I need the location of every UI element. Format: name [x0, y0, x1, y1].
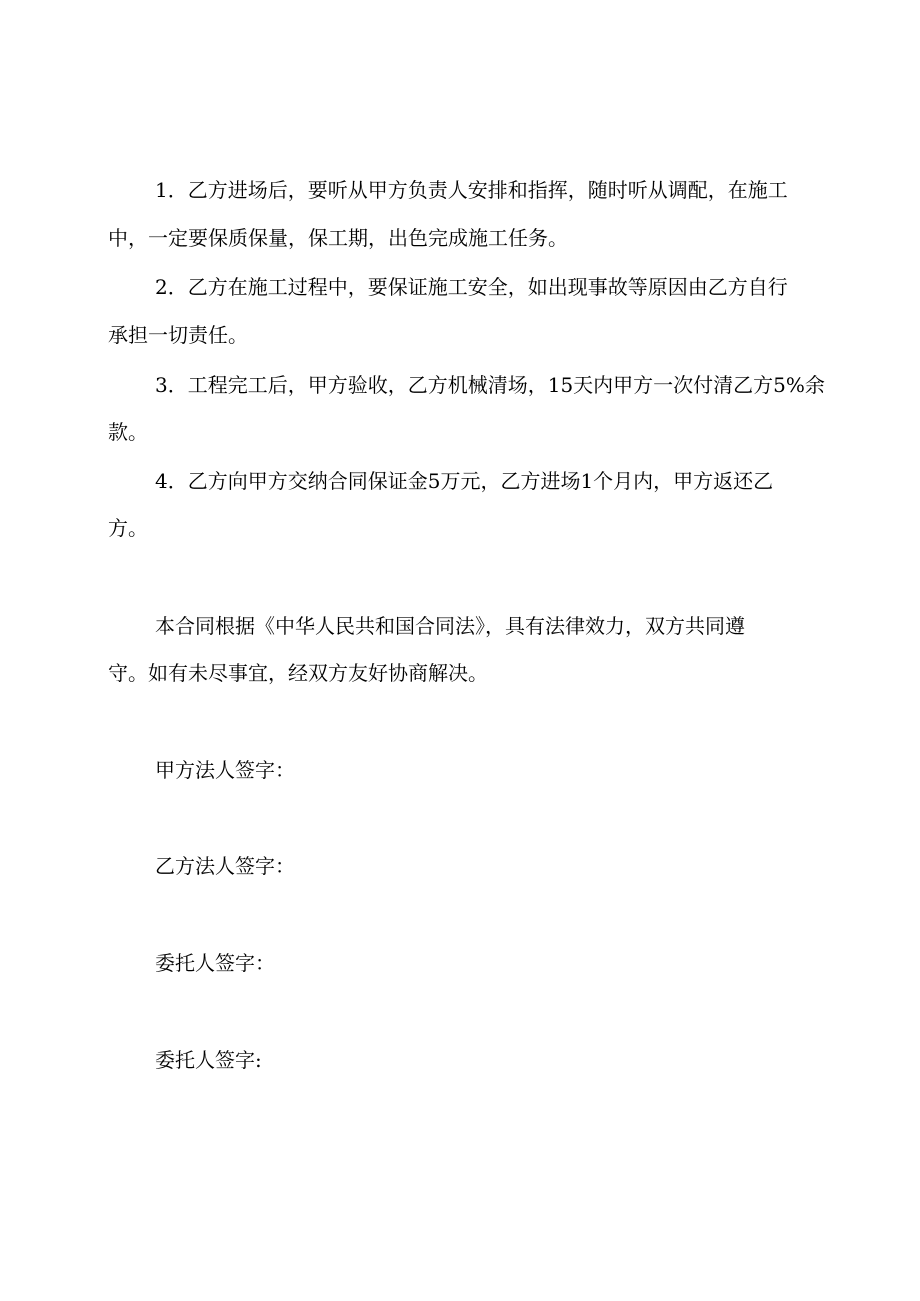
clause-2-line-1: 2．乙方在施工过程中，要保证施工安全，如出现事故等原因由乙方自行: [155, 275, 788, 299]
clause-3-line-1: 3．工程完工后，甲方验收，乙方机械清场，15天内甲方一次付清乙方5%余: [155, 373, 825, 397]
clause-4-line-1: 4．乙方向甲方交纳合同保证金5万元，乙方进场1个月内，甲方返还乙: [155, 469, 774, 493]
statement-line-1: 本合同根据《中华人民共和国合同法》，具有法律效力，双方共同遵: [155, 614, 745, 638]
signature-party-a: 甲方法人签字：: [155, 758, 295, 782]
clause-2-line-2: 承担一切责任。: [108, 323, 248, 347]
signature-party-b: 乙方法人签字：: [155, 854, 295, 878]
statement-line-2: 守。如有未尽事宜，经双方友好协商解决。: [108, 661, 488, 685]
signature-agent-1: 委托人签字：: [155, 951, 275, 975]
signature-agent-2: 委托人签字:: [155, 1048, 262, 1072]
clause-4-line-2: 方。: [108, 516, 148, 540]
clause-1-line-2: 中，一定要保质保量，保工期，出色完成施工任务。: [108, 226, 568, 250]
clause-3-line-2: 款。: [108, 420, 148, 444]
clause-1-line-1: 1．乙方进场后，要听从甲方负责人安排和指挥，随时听从调配，在施工: [155, 178, 788, 202]
